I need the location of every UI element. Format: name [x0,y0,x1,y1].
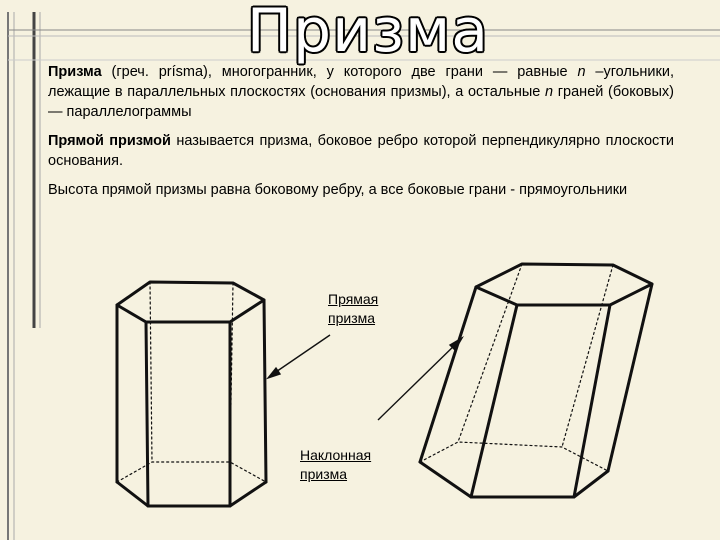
right-prism-drawing [117,282,266,506]
inclined-prism-drawing [420,264,652,497]
label-inclined-prism [300,446,371,484]
slide-title: Призма [246,0,490,66]
height-paragraph: Высота прямой призмы равна боковому ребру, а все боковые грани - прямоугольники [48,182,628,198]
n-variable: n [545,84,554,100]
definition-part3: граней (боковых) — параллелограммы [48,84,674,120]
definition-part1: (греч. prísma), многогранник, у которого две грани — равные [101,64,578,80]
term-right-prism: Прямой призмой [48,133,171,149]
term-prism: Призма [48,64,102,80]
pointer-arrows [268,335,462,420]
n-variable: n [577,64,586,80]
label-right-prism [328,290,378,328]
label-inclined-line2: призма [300,466,348,482]
right-prism-text: называется призма, боковое ребро которой перпендикулярно плоскости основания. [48,133,674,169]
label-right-line1: Прямая [328,291,379,307]
label-inclined-line1: Наклонная [300,447,372,463]
definition-part2: –угольники, лежащие в параллельных плоскостях (основания призмы), а остальные [48,64,675,100]
label-right-line2: призма [328,310,376,326]
